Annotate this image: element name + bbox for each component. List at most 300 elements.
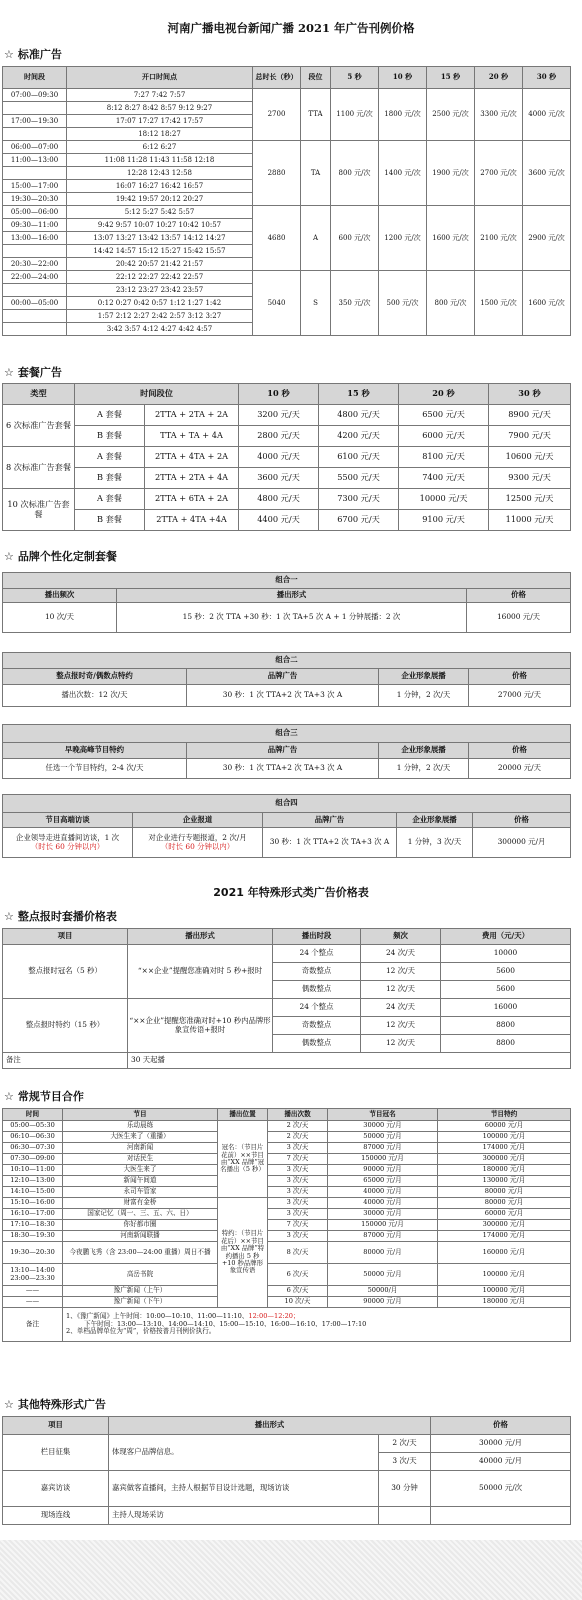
group-title: 组合一 xyxy=(3,573,571,589)
col-header: 时间段位 xyxy=(75,384,239,405)
time-points: 17:07 17:27 17:42 17:57 xyxy=(67,115,253,128)
star-icon: ☆ xyxy=(4,910,14,923)
total-duration: 5040 xyxy=(253,271,301,336)
time-points: 22:12 22:27 22:42 22:57 xyxy=(67,271,253,284)
brand-group-3-table xyxy=(2,724,571,779)
time: 19:30—20:30 xyxy=(3,1242,63,1264)
cell: 12 次/天 xyxy=(361,981,441,999)
col-header: 播出形式 xyxy=(117,589,467,603)
section-title: 套餐广告 xyxy=(17,366,62,379)
sponsor-price: 150000 元/月 xyxy=(328,1154,438,1165)
price: 800 元/次 xyxy=(427,271,475,336)
table-row xyxy=(3,1242,571,1264)
time-points: 12:28 12:43 12:58 xyxy=(67,167,253,180)
brand-group-2-table xyxy=(2,652,571,707)
time: 06:30—07:30 xyxy=(3,1143,63,1154)
special-price: 100000 元/月 xyxy=(438,1264,571,1286)
sponsor-price: 80000 元/月 xyxy=(328,1242,438,1264)
cell: 12 次/天 xyxy=(361,963,441,981)
sponsor-price: 65000 元/月 xyxy=(328,1176,438,1187)
note-line-red: 12:00—12:20； xyxy=(248,1312,300,1321)
cell: 体现客户品牌信息。 xyxy=(109,1435,379,1471)
table-row xyxy=(3,999,571,1017)
star-icon: ☆ xyxy=(4,550,14,563)
cell xyxy=(3,828,133,858)
note-text: 30 天起播 xyxy=(128,1053,571,1069)
star-icon: ☆ xyxy=(4,1090,14,1103)
package-type: 10 次标准广告套餐 xyxy=(3,489,75,531)
sponsor-price: 40000 元/月 xyxy=(328,1198,438,1209)
time: 16:10—17:00 xyxy=(3,1209,63,1220)
price: 3200 元/天 xyxy=(239,405,319,426)
special-price: 300000 元/月 xyxy=(438,1154,571,1165)
price: 600 元/次 xyxy=(331,206,379,271)
cell: 16000 元/天 xyxy=(467,603,571,633)
col-header: 播出次数 xyxy=(268,1109,328,1121)
star-icon: ☆ xyxy=(4,48,14,61)
section-title: 其他特殊形式广告 xyxy=(17,1398,106,1411)
sponsor-price: 90000 元/月 xyxy=(328,1165,438,1176)
time-period: 09:30—11:00 xyxy=(3,219,67,232)
special-price: 100000 元/月 xyxy=(438,1132,571,1143)
col-header: 播出位置 xyxy=(218,1109,268,1121)
time: 17:10—18:30 xyxy=(3,1220,63,1231)
frequency: 2 次/天 xyxy=(268,1132,328,1143)
frequency: 3 次/天 xyxy=(268,1143,328,1154)
sponsor-price: 50000 元/月 xyxy=(328,1132,438,1143)
table-row xyxy=(3,945,571,963)
note-line: 下午时间：13:00—13:10、14:00—14:10、15:00—15:10、16:00—16:10、17:00—17:10 xyxy=(84,1319,367,1328)
price: 3600 元/次 xyxy=(523,141,571,206)
cell: 40000 元/月 xyxy=(431,1453,571,1471)
table-row xyxy=(3,1220,571,1231)
section-hourly-time xyxy=(4,908,117,924)
table-row xyxy=(3,1176,571,1187)
col-header: 播出形式 xyxy=(109,1417,431,1435)
package-name: A 套餐 xyxy=(75,489,145,510)
program-name: 今夜鹏飞秀（含 23:00—24:00 重播）周日不播 xyxy=(63,1242,218,1264)
price: 3600 元/天 xyxy=(239,468,319,489)
price: 1400 元/次 xyxy=(379,141,427,206)
group-title: 组合四 xyxy=(3,795,571,813)
time-period xyxy=(3,102,67,115)
cell: 主持人现场采访 xyxy=(109,1507,379,1525)
col-header: 5 秒 xyxy=(331,67,379,89)
col-header: 20 秒 xyxy=(475,67,523,89)
price: 1200 元/次 xyxy=(379,206,427,271)
note-line: 2、单档品牌单位为“周”，价格按普月刊例价执行。 xyxy=(66,1327,216,1336)
cell: 24 次/天 xyxy=(361,945,441,963)
sponsor-price: 90000 元/月 xyxy=(328,1297,438,1308)
time-period xyxy=(3,284,67,297)
col-header: 企业形象展播 xyxy=(379,743,469,759)
time: —— xyxy=(3,1286,63,1297)
time-period xyxy=(3,245,67,258)
package-name: B 套餐 xyxy=(75,426,145,447)
cell: 30 秒：1 次 TTA+2 次 TA+3 次 A xyxy=(263,828,397,858)
cell: 栏目征集 xyxy=(3,1435,109,1471)
cell: 1 分钟，3 次/天 xyxy=(397,828,473,858)
cell xyxy=(431,1507,571,1525)
price: 9100 元/天 xyxy=(399,510,489,531)
section-title: 标准广告 xyxy=(17,48,62,61)
package-name: B 套餐 xyxy=(75,510,145,531)
grade: A xyxy=(301,206,331,271)
frequency: 6 次/天 xyxy=(268,1286,328,1297)
table-row xyxy=(3,271,571,284)
section-standard-ads xyxy=(4,46,62,62)
col-header: 费用（元/天） xyxy=(441,929,571,945)
table-row xyxy=(3,206,571,219)
time-points: 6:12 6:27 xyxy=(67,141,253,154)
section-other-special xyxy=(4,1396,106,1412)
col-header: 节目 xyxy=(63,1109,218,1121)
frequency: 3 次/天 xyxy=(268,1209,328,1220)
price: 3300 元/次 xyxy=(475,89,523,141)
time-points: 13:07 13:27 13:42 13:57 14:12 14:27 xyxy=(67,232,253,245)
grade: TTA xyxy=(301,89,331,141)
col-header: 开口时间点 xyxy=(67,67,253,89)
package-combo: 2TTA + 4TA + 2A xyxy=(145,447,239,468)
price: 12500 元/天 xyxy=(489,489,571,510)
hourly-table xyxy=(2,928,571,1069)
col-header: 整点报时奇/偶数点特约 xyxy=(3,669,187,685)
col-header: 20 秒 xyxy=(399,384,489,405)
note-row xyxy=(3,1308,571,1342)
cell xyxy=(379,1507,431,1525)
time-points: 9:42 9:57 10:07 10:27 10:42 10:57 xyxy=(67,219,253,232)
table-row xyxy=(3,447,571,468)
program-name: 新闻午间道 xyxy=(63,1176,218,1187)
sponsor-price: 30000 元/月 xyxy=(328,1209,438,1220)
section-program-cooperation xyxy=(4,1088,84,1104)
time-points: 16:07 16:27 16:42 16:57 xyxy=(67,180,253,193)
frequency: 10 次/天 xyxy=(268,1297,328,1308)
frequency: 7 次/天 xyxy=(268,1220,328,1231)
package-combo: 2TTA + 2TA + 4A xyxy=(145,468,239,489)
price: 800 元/次 xyxy=(331,141,379,206)
time-points: 19:42 19:57 20:12 20:27 xyxy=(67,193,253,206)
col-header: 价格 xyxy=(467,589,571,603)
cell: 10 次/天 xyxy=(3,603,117,633)
time-period xyxy=(3,323,67,336)
time-points: 11:08 11:28 11:43 11:58 12:18 xyxy=(67,154,253,167)
price: 6500 元/天 xyxy=(399,405,489,426)
program-name: 你好都市圈 xyxy=(63,1220,218,1231)
price: 9300 元/天 xyxy=(489,468,571,489)
col-header: 早晚高峰节目特约 xyxy=(3,743,187,759)
sponsor-price: 50000 元/月 xyxy=(328,1264,438,1286)
col-header: 段位 xyxy=(301,67,331,89)
frequency: 3 次/天 xyxy=(268,1231,328,1242)
col-header: 播出形式 xyxy=(128,929,273,945)
price: 6100 元/天 xyxy=(319,447,399,468)
grade: S xyxy=(301,271,331,336)
cell: 12 次/天 xyxy=(361,1017,441,1035)
time-period xyxy=(3,128,67,141)
program-name: 河南新闻 xyxy=(63,1143,218,1154)
col-header: 节目高端访谈 xyxy=(3,813,133,828)
star-icon: ☆ xyxy=(4,366,14,379)
table-row xyxy=(3,1187,571,1198)
special-price: 60000 元/月 xyxy=(438,1121,571,1132)
other-special-table xyxy=(2,1416,571,1525)
table-row xyxy=(3,1264,571,1286)
time: 13:10—14:00 23:00—23:30 xyxy=(3,1264,63,1286)
cell: 嘉宾做客直播间，主持人根据节目设计选题，现场访谈 xyxy=(109,1471,379,1507)
cell: 24 个整点 xyxy=(273,999,361,1017)
note-label: 备注 xyxy=(3,1308,63,1342)
time-points: 7:27 7:42 7:57 xyxy=(67,89,253,102)
col-header: 企业形象展播 xyxy=(379,669,469,685)
col-header: 价格 xyxy=(431,1417,571,1435)
col-header: 时间 xyxy=(3,1109,63,1121)
cell-text: 企业领导走进直播间访谈，1 次 xyxy=(15,832,120,842)
col-header: 价格 xyxy=(469,743,571,759)
price: 1600 元/次 xyxy=(427,206,475,271)
col-header: 30 秒 xyxy=(523,67,571,89)
price: 5500 元/天 xyxy=(319,468,399,489)
note-line: 1、《豫广新闻》上午时间：10:00—10:10、11:00—11:10、 xyxy=(66,1312,249,1321)
time-points: 5:12 5:27 5:42 5:57 xyxy=(67,206,253,219)
note-label: 备注 xyxy=(3,1053,128,1069)
col-header: 频次 xyxy=(361,929,441,945)
table-row xyxy=(3,468,571,489)
grade: TA xyxy=(301,141,331,206)
table-row xyxy=(3,1154,571,1165)
star-icon: ☆ xyxy=(4,1398,14,1411)
time: 12:10—13:00 xyxy=(3,1176,63,1187)
package-type: 6 次标准广告套餐 xyxy=(3,405,75,447)
total-duration: 2700 xyxy=(253,89,301,141)
sponsor-price: 50000/月 xyxy=(328,1286,438,1297)
program-name: 豫广新闻（上午） xyxy=(63,1286,218,1297)
special-price: 300000 元/月 xyxy=(438,1220,571,1231)
price: 1800 元/次 xyxy=(379,89,427,141)
cell: 27000 元/天 xyxy=(469,685,571,707)
package-combo: TTA + TA + 4A xyxy=(145,426,239,447)
cell: 30 分钟 xyxy=(379,1471,431,1507)
frequency: 7 次/天 xyxy=(268,1154,328,1165)
time-period xyxy=(3,310,67,323)
table-row xyxy=(3,510,571,531)
cell-note: （时长 60 分钟以内） xyxy=(160,841,235,851)
note-row xyxy=(3,1053,571,1069)
col-header: 播出时段 xyxy=(273,929,361,945)
sponsor-price: 30000 元/月 xyxy=(328,1121,438,1132)
table-row xyxy=(3,1165,571,1176)
price: 4800 元/天 xyxy=(319,405,399,426)
sponsor-price: 87000 元/月 xyxy=(328,1231,438,1242)
program-name: 高岳书院 xyxy=(63,1264,218,1286)
col-header: 企业形象展播 xyxy=(397,813,473,828)
item-name: 整点报时特约（15 秒） xyxy=(3,999,128,1053)
price: 4400 元/天 xyxy=(239,510,319,531)
time-period: 00:00—05:00 xyxy=(3,297,67,310)
package-combo: 2TTA + 6TA + 2A xyxy=(145,489,239,510)
price: 2800 元/天 xyxy=(239,426,319,447)
cell: 30 秒：1 次 TTA+2 次 TA+3 次 A xyxy=(187,685,379,707)
cell-text: 对企业进行专题报道，2 次/月 xyxy=(148,832,247,842)
cell: 10000 xyxy=(441,945,571,963)
col-header: 价格 xyxy=(469,669,571,685)
table-row xyxy=(3,426,571,447)
time-period: 07:00—09:30 xyxy=(3,89,67,102)
frequency: 3 次/天 xyxy=(268,1187,328,1198)
cell: 24 次/天 xyxy=(361,999,441,1017)
cell: 偶数整点 xyxy=(273,981,361,999)
cell: 现场连线 xyxy=(3,1507,109,1525)
time: 18:30—19:30 xyxy=(3,1231,63,1242)
placement-sponsor: 冠名：（节目片花前）××节目由“XX 品牌”冠名播出（5 秒） xyxy=(218,1121,268,1198)
special-price: 130000 元/月 xyxy=(438,1176,571,1187)
col-header: 节目冠名 xyxy=(328,1109,438,1121)
col-header: 10 秒 xyxy=(239,384,319,405)
broadcast-form: “××企业”提醒您准确对时+10 秒内品牌形象宣传语+报时 xyxy=(128,999,273,1053)
cell: 15 秒：2 次 TTA +30 秒：1 次 TA+5 次 A + 1 分钟展播：2 次 xyxy=(117,603,467,633)
price: 6000 元/天 xyxy=(399,426,489,447)
cell: 5600 xyxy=(441,981,571,999)
total-duration: 2880 xyxy=(253,141,301,206)
table-row xyxy=(3,405,571,426)
price: 1900 元/次 xyxy=(427,141,475,206)
time-period: 22:00—24:00 xyxy=(3,271,67,284)
frequency: 3 次/天 xyxy=(268,1176,328,1187)
cell: 嘉宾访谈 xyxy=(3,1471,109,1507)
section-title: 整点报时套播价格表 xyxy=(17,910,117,923)
total-duration: 4680 xyxy=(253,206,301,271)
program-table xyxy=(2,1108,571,1342)
table-row xyxy=(3,141,571,154)
price: 7900 元/天 xyxy=(489,426,571,447)
time-period xyxy=(3,167,67,180)
price: 8900 元/天 xyxy=(489,405,571,426)
price: 6700 元/天 xyxy=(319,510,399,531)
section-package-ads xyxy=(4,364,62,380)
time: 06:10—06:30 xyxy=(3,1132,63,1143)
time-points: 8:12 8:27 8:42 8:57 9:12 9:27 xyxy=(67,102,253,115)
cell: 5600 xyxy=(441,963,571,981)
time-points: 1:57 2:12 2:27 2:42 2:57 3:12 3:27 xyxy=(67,310,253,323)
col-header: 时间段 xyxy=(3,67,67,89)
cell: 30000 元/月 xyxy=(431,1435,571,1453)
frequency: 3 次/天 xyxy=(268,1165,328,1176)
frequency: 3 次/天 xyxy=(268,1198,328,1209)
table-row xyxy=(3,1121,571,1132)
col-header: 15 秒 xyxy=(319,384,399,405)
section-title: 品牌个性化定制套餐 xyxy=(17,550,117,563)
package-type: 8 次标准广告套餐 xyxy=(3,447,75,489)
cell: 300000 元/月 xyxy=(473,828,571,858)
sponsor-price: 87000 元/月 xyxy=(328,1143,438,1154)
program-name: 对话民生 xyxy=(63,1154,218,1165)
col-header: 品牌广告 xyxy=(263,813,397,828)
time: 07:30—09:00 xyxy=(3,1154,63,1165)
time-points: 23:12 23:27 23:42 23:57 xyxy=(67,284,253,297)
table-row xyxy=(3,489,571,510)
frequency: 6 次/天 xyxy=(268,1264,328,1286)
col-header: 节目特约 xyxy=(438,1109,571,1121)
cell: 50000 元/次 xyxy=(431,1471,571,1507)
price: 4200 元/天 xyxy=(319,426,399,447)
standard-ads-table xyxy=(2,66,571,336)
special-price: 80000 元/月 xyxy=(438,1187,571,1198)
col-header: 播出频次 xyxy=(3,589,117,603)
cell: 偶数整点 xyxy=(273,1035,361,1053)
cell: 2 次/天 xyxy=(379,1435,431,1453)
document-title: 河南广播电视台新闻广播 2021 年广告刊例价格 xyxy=(167,21,415,35)
note-text xyxy=(63,1308,571,1342)
table-row xyxy=(3,1143,571,1154)
frequency: 2 次/天 xyxy=(268,1121,328,1132)
cell: 8800 xyxy=(441,1017,571,1035)
group-title: 组合三 xyxy=(3,725,571,743)
time-points: 0:12 0:27 0:42 0:57 1:12 1:27 1:42 xyxy=(67,297,253,310)
time-points: 20:42 20:57 21:42 21:57 xyxy=(67,258,253,271)
col-header: 项目 xyxy=(3,1417,109,1435)
program-name: 财富有金桥 xyxy=(63,1198,218,1209)
special-price: 80000 元/月 xyxy=(438,1198,571,1209)
cell xyxy=(133,828,263,858)
cell: 3 次/天 xyxy=(379,1453,431,1471)
col-header: 企业报道 xyxy=(133,813,263,828)
time-period: 05:00—06:00 xyxy=(3,206,67,219)
program-name: 豫广新闻（下午） xyxy=(63,1297,218,1308)
cell: 任选一个节目特约，2-4 次/天 xyxy=(3,759,187,779)
cell: 30 秒：1 次 TTA+2 次 TA+3 次 A xyxy=(187,759,379,779)
special-price: 180000 元/月 xyxy=(438,1165,571,1176)
brand-group-1-table xyxy=(2,572,571,633)
time-points: 3:42 3:57 4:12 4:27 4:42 4:57 xyxy=(67,323,253,336)
program-name: 河南新闻联播 xyxy=(63,1231,218,1242)
cell: 1 分钟，2 次/天 xyxy=(379,685,469,707)
program-name: 永司车管家 xyxy=(63,1187,218,1198)
special-price: 160000 元/月 xyxy=(438,1242,571,1264)
table-row xyxy=(3,1209,571,1220)
time-points: 14:42 14:57 15:12 15:27 15:42 15:57 xyxy=(67,245,253,258)
brand-group-4-table xyxy=(2,794,571,858)
price: 7300 元/天 xyxy=(319,489,399,510)
time-period: 17:00—19:30 xyxy=(3,115,67,128)
time-period: 13:00—16:00 xyxy=(3,232,67,245)
time: 10:10—11:00 xyxy=(3,1165,63,1176)
table-row xyxy=(3,1286,571,1297)
price: 2700 元/次 xyxy=(475,141,523,206)
broadcast-form: “××企业”提醒您准确对时 5 秒+报时 xyxy=(128,945,273,999)
package-name: A 套餐 xyxy=(75,405,145,426)
col-header: 总时长（秒） xyxy=(253,67,301,89)
price: 10000 元/天 xyxy=(399,489,489,510)
special-price: 180000 元/月 xyxy=(438,1297,571,1308)
special-price: 100000 元/月 xyxy=(438,1286,571,1297)
price: 2900 元/次 xyxy=(523,206,571,271)
price: 1500 元/次 xyxy=(475,271,523,336)
col-header: 15 秒 xyxy=(427,67,475,89)
cell: 奇数整点 xyxy=(273,963,361,981)
program-name: 大医生来了 xyxy=(63,1165,218,1176)
special-price: 60000 元/月 xyxy=(438,1209,571,1220)
cell: 播出次数：12 次/天 xyxy=(3,685,187,707)
program-name: 大医生来了（重播） xyxy=(63,1132,218,1143)
special-price: 174000 元/月 xyxy=(438,1143,571,1154)
table-row xyxy=(3,1198,571,1209)
price: 2500 元/次 xyxy=(427,89,475,141)
item-name: 整点报时冠名（5 秒） xyxy=(3,945,128,999)
special-title: 2021 年特殊形式类广告价格表 xyxy=(213,886,369,899)
table-row xyxy=(3,1132,571,1143)
col-header: 10 秒 xyxy=(379,67,427,89)
package-combo: 2TTA + 4TA +4A xyxy=(145,510,239,531)
